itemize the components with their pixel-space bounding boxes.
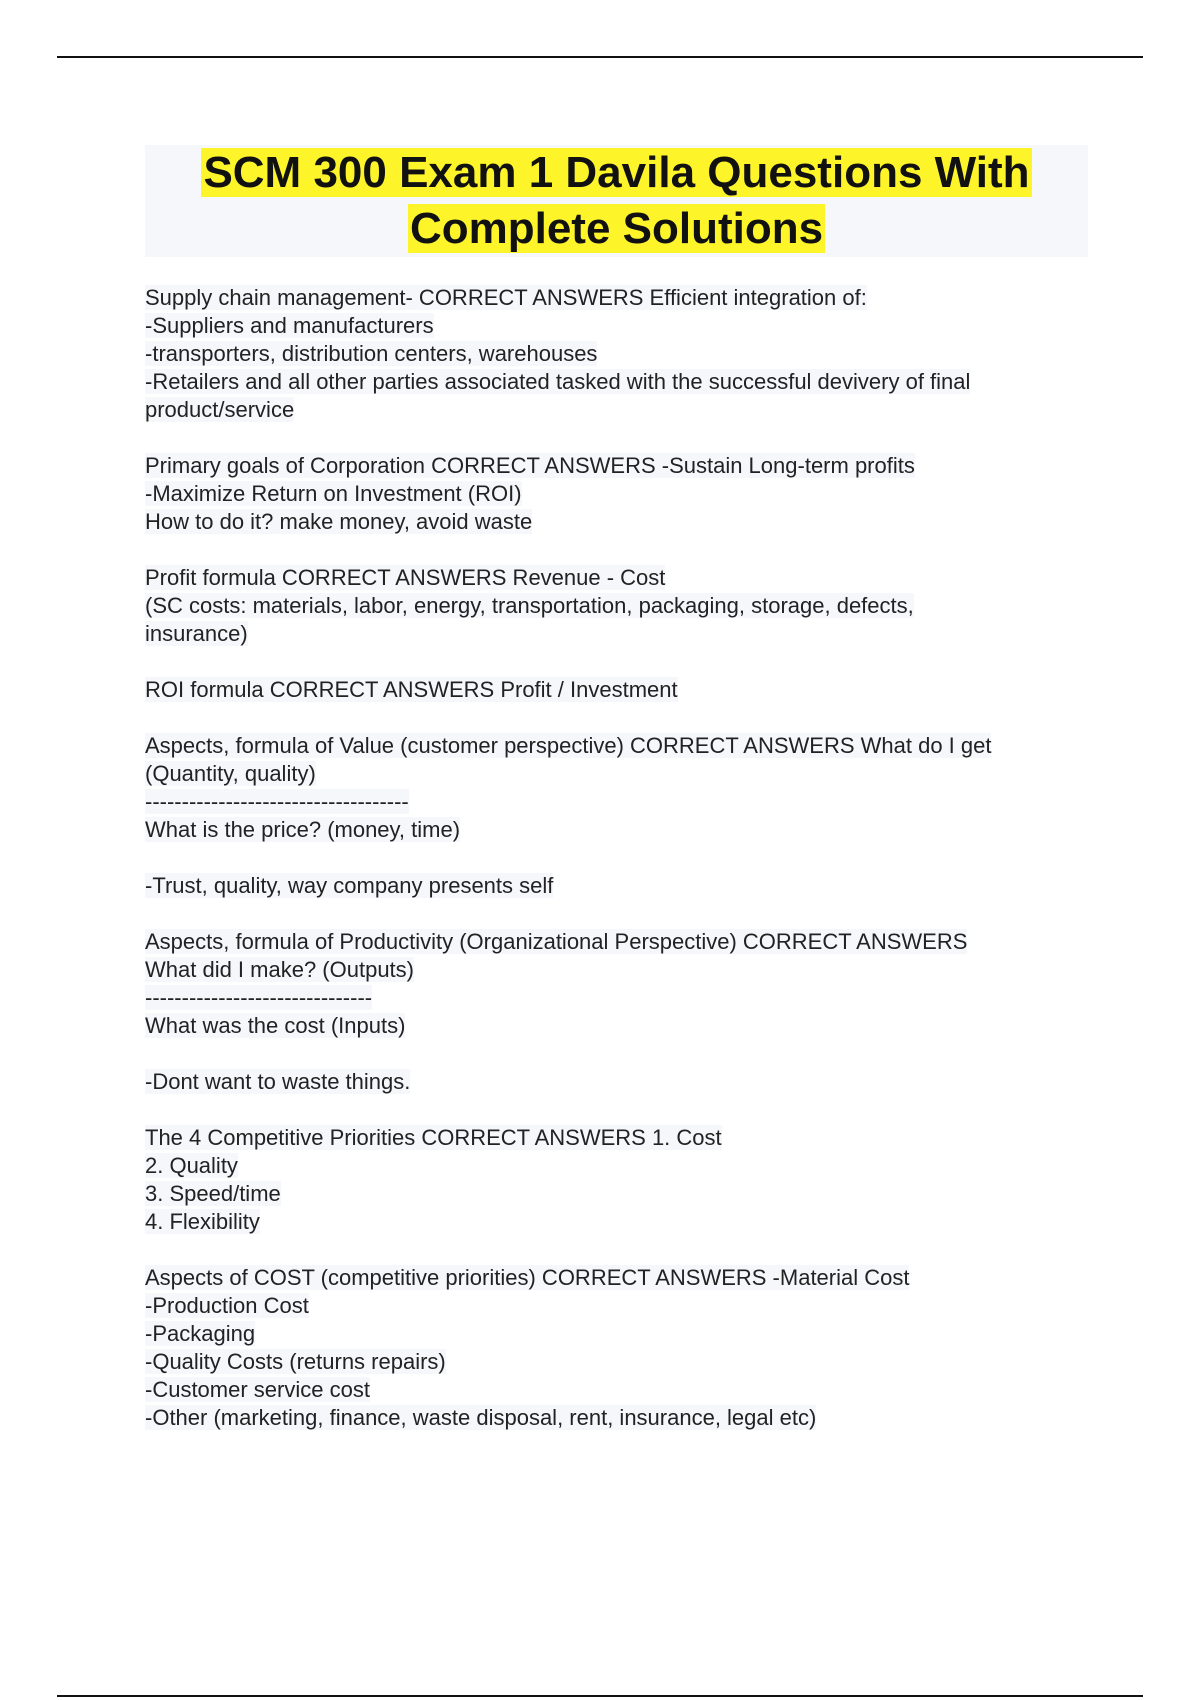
line-text: ------------------------------------ [145,789,409,814]
line-text: -Other (marketing, finance, waste disposal, rent, insurance, legal etc) [145,1405,817,1430]
line-text: -Packaging [145,1321,256,1346]
line-text: -Suppliers and manufacturers [145,313,434,338]
qa-entry [145,1124,1105,1236]
qa-entry [145,928,1105,1096]
text-line [145,396,1105,424]
text-line [145,1320,1105,1348]
text-line [145,872,1105,900]
line-text: How to do it? make money, avoid waste [145,509,533,534]
text-line [145,1012,1105,1040]
qa-entry [145,1264,1105,1432]
text-line [145,1208,1105,1236]
line-text: The 4 Competitive Priorities CORRECT ANSWERS 1. Cost [145,1125,722,1150]
line-text: Aspects, formula of Value (customer perspective) CORRECT ANSWERS What do I get [145,733,992,758]
text-line [145,620,1105,648]
qa-entry [145,564,1105,648]
document-title [145,145,1088,257]
text-line [145,1040,1105,1068]
text-line [145,760,1105,788]
line-text: insurance) [145,621,248,646]
text-line [145,1264,1105,1292]
text-line [145,592,1105,620]
line-text: What is the price? (money, time) [145,817,461,842]
text-line [145,312,1105,340]
line-text: Primary goals of Corporation CORRECT ANSWERS -Sustain Long-term profits [145,453,915,478]
qa-entry [145,676,1105,704]
line-text: What did I make? (Outputs) [145,957,414,982]
line-text: -Trust, quality, way company presents self [145,873,554,898]
text-line [145,788,1105,816]
text-line [145,284,1105,312]
line-text: Profit formula CORRECT ANSWERS Revenue - Cost [145,565,666,590]
title-line [145,145,1088,201]
line-text: -Customer service cost [145,1377,370,1402]
line-text: Aspects of COST (competitive priorities) CORRECT ANSWERS -Material Cost [145,1265,910,1290]
text-line [145,816,1105,844]
title-line [145,201,1088,257]
line-text: ROI formula CORRECT ANSWERS Profit / Investment [145,677,678,702]
text-line [145,956,1105,984]
text-line [145,368,1105,396]
line-text: -transporters, distribution centers, warehouses [145,341,598,366]
text-line [145,452,1105,480]
line-text: (SC costs: materials, labor, energy, transportation, packaging, storage, defects, [145,593,914,618]
line-text: (Quantity, quality) [145,761,316,786]
text-line [145,1124,1105,1152]
text-line [145,844,1105,872]
title-text: SCM 300 Exam 1 Davila Questions With [203,148,1030,197]
text-line [145,984,1105,1012]
line-text: -Retailers and all other parties associated tasked with the successful devivery of final [145,369,971,394]
header-rule [57,56,1143,58]
text-line [145,564,1105,592]
text-line [145,508,1105,536]
line-text: Aspects, formula of Productivity (Organizational Perspective) CORRECT ANSWERS [145,929,968,954]
title-text: Complete Solutions [409,204,824,253]
line-text: What was the cost (Inputs) [145,1013,406,1038]
line-text: Supply chain management- CORRECT ANSWERS Efficient integration of: [145,285,867,310]
qa-entry [145,732,1105,900]
text-line [145,340,1105,368]
line-text: 3. Speed/time [145,1181,281,1206]
line-text: -Quality Costs (returns repairs) [145,1349,446,1374]
line-text: ------------------------------- [145,985,373,1010]
line-text: -Dont want to waste things. [145,1069,411,1094]
line-text: -Production Cost [145,1293,309,1318]
text-line [145,480,1105,508]
text-line [145,1376,1105,1404]
line-text: -Maximize Return on Investment (ROI) [145,481,522,506]
line-text: 4. Flexibility [145,1209,260,1234]
qa-entry [145,284,1105,424]
text-line [145,1152,1105,1180]
document-body [145,284,1105,1460]
qa-entry [145,452,1105,536]
text-line [145,1292,1105,1320]
text-line [145,1180,1105,1208]
text-line [145,928,1105,956]
line-text: product/service [145,397,295,422]
footer-rule [57,1695,1143,1697]
line-text: 2. Quality [145,1153,238,1178]
text-line [145,1068,1105,1096]
text-line [145,1404,1105,1432]
text-line [145,1348,1105,1376]
text-line [145,676,1105,704]
text-line [145,732,1105,760]
